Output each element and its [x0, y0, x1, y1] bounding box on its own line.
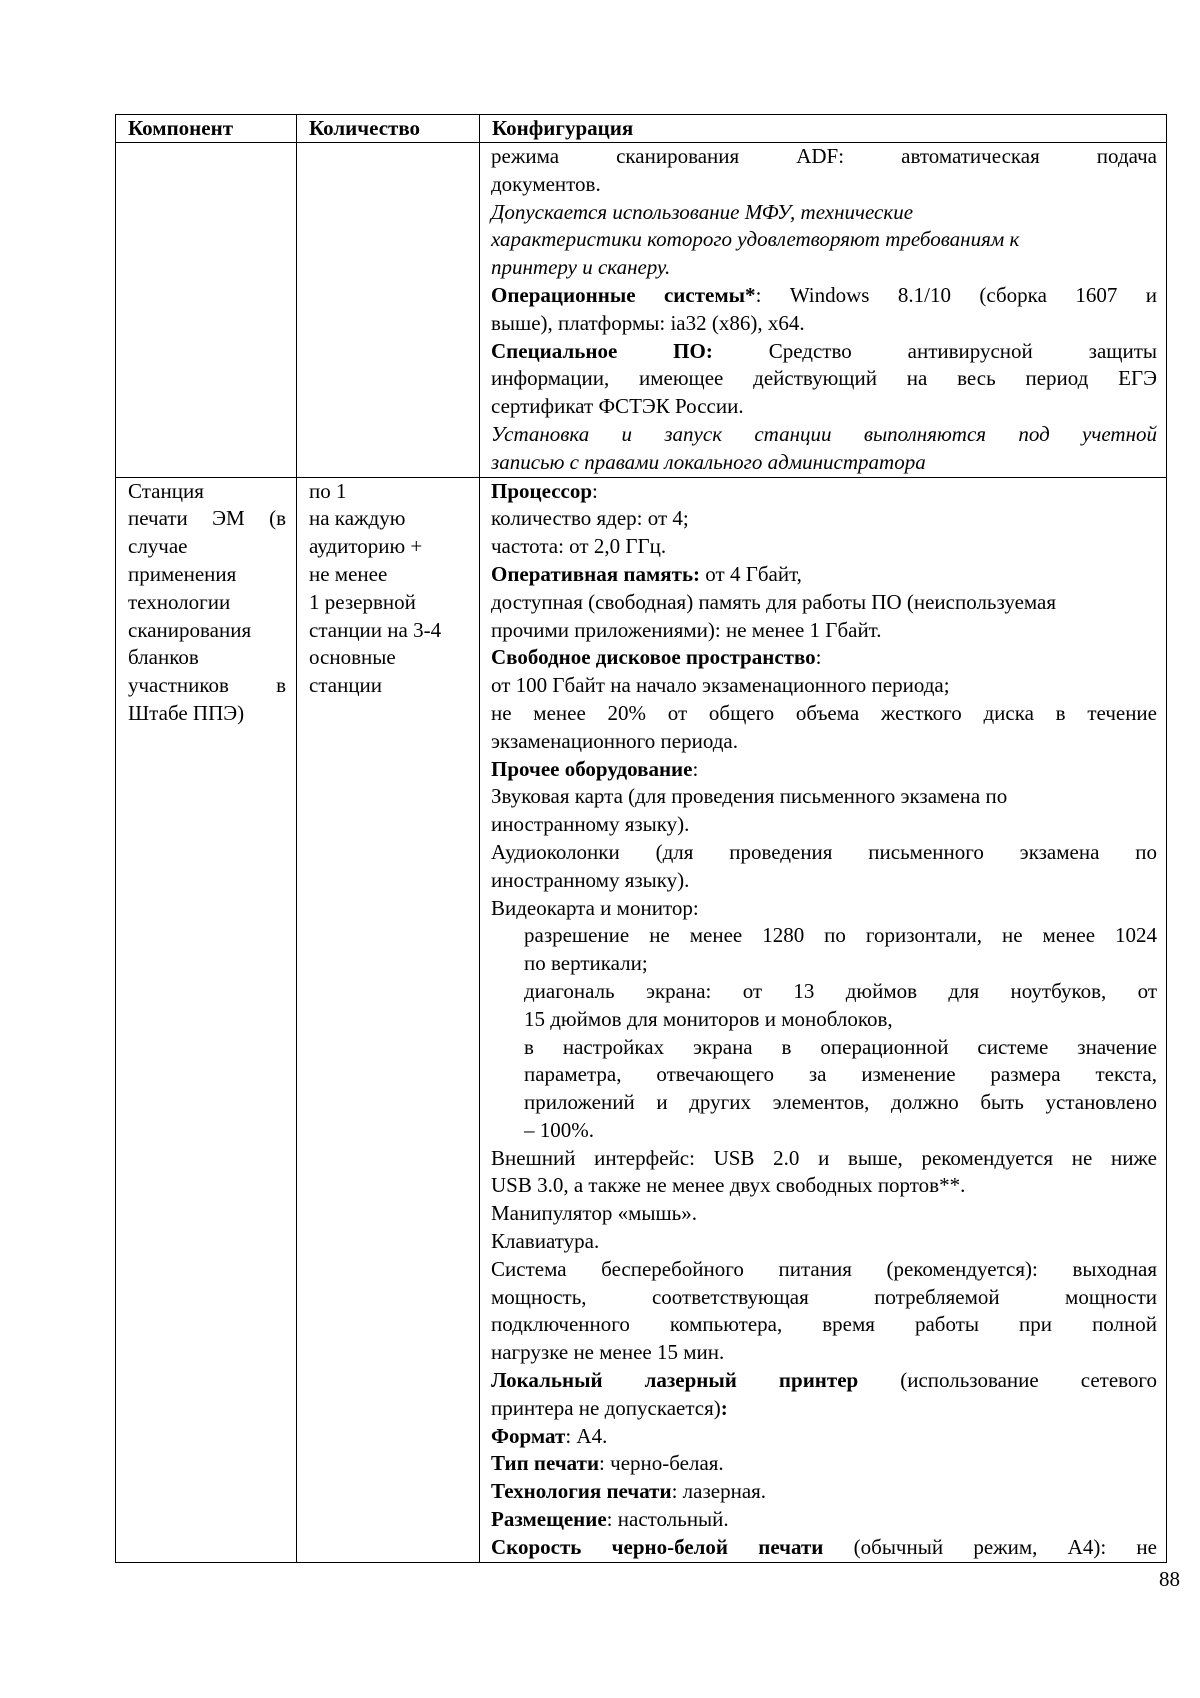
- speed-label: Скорость черно-белой печати: [491, 1534, 824, 1559]
- config-line: экзаменационного периода.: [491, 728, 738, 753]
- requirements-table: [115, 114, 1167, 1563]
- italic-note-line: принтеру и сканеру.: [491, 255, 671, 280]
- placement-value: : настольный.: [606, 1507, 729, 1532]
- config-line: мощность, соответствующая потребляемой мощности: [491, 1284, 1157, 1309]
- other-label: Прочее оборудование: [491, 756, 693, 781]
- component-line: сканирования: [128, 617, 252, 642]
- configuration-cell: [480, 143, 1167, 478]
- config-line: USB 3.0, а также не менее двух свободных портов**.: [491, 1173, 966, 1198]
- print-type-line: [491, 1450, 1157, 1478]
- indented-line: диагональ экрана: от 13 дюймов для ноутбуков, от: [524, 978, 1157, 1003]
- component-line: Штабе ППЭ): [128, 700, 245, 725]
- config-line: Система бесперебойного питания (рекомендуется): выходная: [491, 1256, 1157, 1281]
- config-line: Манипулятор «мышь».: [491, 1201, 697, 1226]
- printer-text: (использование сетевого: [858, 1368, 1157, 1393]
- indented-line: приложений и других элементов, должно быть установлено: [524, 1090, 1157, 1115]
- config-line: режима сканирования ADF: автоматическая подача: [491, 144, 1157, 168]
- colon: :: [815, 645, 822, 670]
- quantity-line: не менее: [309, 561, 388, 586]
- indented-line: разрешение не менее 1280 по горизонтали, не менее 1024: [524, 923, 1157, 948]
- config-line: доступная (свободная) память для работы ПО (неиспользуемая: [491, 589, 1057, 614]
- quantity-line: основные: [309, 645, 396, 670]
- printer-line-2: [491, 1395, 1157, 1423]
- config-line: информации, имеющее действующий на весь период ЕГЭ: [491, 366, 1157, 391]
- placement-label: Размещение: [491, 1507, 607, 1532]
- os-label: Операционные системы*: [491, 282, 756, 307]
- os-text: : Windows 8.1/10 (сборка 1607 и: [755, 282, 1157, 307]
- print-tech-label: Технология печати: [491, 1479, 672, 1504]
- header-quantity: Количество: [297, 115, 480, 143]
- italic-note-line: характеристики которого удовлетворяют требованиям к: [491, 227, 1020, 252]
- configuration-cell: [480, 477, 1167, 1562]
- ram-text: от 4 Гбайт,: [700, 561, 802, 586]
- indented-line: – 100%.: [524, 1117, 594, 1142]
- config-line: документов.: [491, 171, 601, 196]
- colon: :: [592, 478, 598, 503]
- format-label: Формат: [491, 1423, 566, 1448]
- config-line: частота: от 2,0 ГГц.: [491, 534, 667, 559]
- ram-label: Оперативная память:: [491, 561, 701, 586]
- component-cell-empty: [116, 143, 297, 478]
- indented-line: в настройках экрана в операционной системе значение: [524, 1034, 1157, 1059]
- printer-label: Локальный лазерный принтер: [491, 1368, 859, 1393]
- italic-note-line: Допускается использование МФУ, технические: [491, 199, 914, 224]
- component-cell: [116, 477, 297, 1562]
- placement-line: [491, 1506, 1157, 1534]
- component-line: бланков: [128, 645, 199, 670]
- indented-line: параметра, отвечающего за изменение размера текста,: [524, 1062, 1157, 1087]
- cpu-label: Процессор: [491, 478, 593, 503]
- quantity-line: по 1: [309, 478, 347, 503]
- config-line: количество ядер: от 4;: [491, 506, 689, 531]
- component-line: случае: [128, 534, 188, 559]
- config-line: сертификат ФСТЭК России.: [491, 394, 744, 419]
- component-line: применения: [128, 561, 237, 586]
- header-component: Компонент: [116, 115, 297, 143]
- table-header-row: [116, 115, 1167, 143]
- quantity-line: станции на 3-4: [309, 617, 442, 642]
- config-line: иностранному языку).: [491, 867, 690, 892]
- os-line: [491, 282, 1157, 310]
- page-number: 88: [1159, 1567, 1180, 1591]
- config-line: прочими приложениями): не менее 1 Гбайт.: [491, 617, 882, 642]
- print-tech-line: [491, 1478, 1157, 1506]
- software-text: Средство антивирусной защиты: [712, 338, 1157, 363]
- indented-line: 15 дюймов для мониторов и моноблоков,: [524, 1006, 893, 1031]
- config-line: не менее 20% от общего объема жесткого диска в течение: [491, 700, 1157, 725]
- disk-heading: [491, 644, 1157, 672]
- colon: :: [692, 756, 699, 781]
- print-type-value: : черно-белая.: [599, 1451, 724, 1476]
- italic-note-line: Установка и запуск станции выполняются под учетной: [491, 421, 1157, 446]
- header-configuration: Конфигурация: [480, 115, 1167, 143]
- quantity-line: станции: [309, 673, 383, 698]
- quantity-line: 1 резервной: [309, 589, 416, 614]
- ram-line: [491, 561, 1157, 589]
- print-tech-value: : лазерная.: [671, 1479, 767, 1504]
- disk-label: Свободное дисковое пространство: [491, 645, 816, 670]
- printer-line: [491, 1367, 1157, 1395]
- quantity-line: аудиторию +: [309, 534, 423, 559]
- printer-text: принтера не допускается): [491, 1395, 721, 1420]
- cpu-heading: [491, 478, 1157, 506]
- config-line: Аудиоколонки (для проведения письменного экзамена по: [491, 839, 1157, 864]
- quantity-line: на каждую: [309, 506, 406, 531]
- quantity-cell: [297, 477, 480, 1562]
- format-value: : А4.: [565, 1423, 608, 1448]
- config-line: выше), платформы: ia32 (x86), x64.: [491, 310, 805, 335]
- quantity-cell-empty: [297, 143, 480, 478]
- software-line: [491, 338, 1157, 366]
- component-line: участников в: [128, 673, 286, 698]
- table-row: [116, 477, 1167, 1562]
- config-line: нагрузке не менее 15 мин.: [491, 1340, 725, 1365]
- table-row: [116, 143, 1167, 478]
- config-line: от 100 Гбайт на начало экзаменационного периода;: [491, 673, 950, 698]
- speed-text: (обычный режим, А4): не: [823, 1534, 1157, 1559]
- component-line: печати ЭМ (в: [128, 506, 286, 531]
- format-line: [491, 1423, 1157, 1451]
- other-heading: [491, 756, 1157, 784]
- config-line: иностранному языку).: [491, 812, 690, 837]
- config-line: Видеокарта и монитор:: [491, 895, 699, 920]
- component-line: Станция: [128, 478, 204, 503]
- component-line: технологии: [128, 589, 231, 614]
- colon: :: [720, 1395, 728, 1420]
- config-line: подключенного компьютера, время работы при полной: [491, 1312, 1157, 1337]
- italic-note-line: записью с правами локального администратора: [491, 449, 926, 474]
- speed-line: [491, 1534, 1157, 1562]
- software-label: Специальное ПО:: [491, 338, 713, 363]
- print-type-label: Тип печати: [491, 1451, 600, 1476]
- config-line: Звуковая карта (для проведения письменного экзамена по: [491, 784, 1008, 809]
- indented-line: по вертикали;: [524, 951, 648, 976]
- config-line: Клавиатура.: [491, 1229, 600, 1254]
- config-line: Внешний интерфейс: USB 2.0 и выше, рекомендуется не ниже: [491, 1145, 1157, 1170]
